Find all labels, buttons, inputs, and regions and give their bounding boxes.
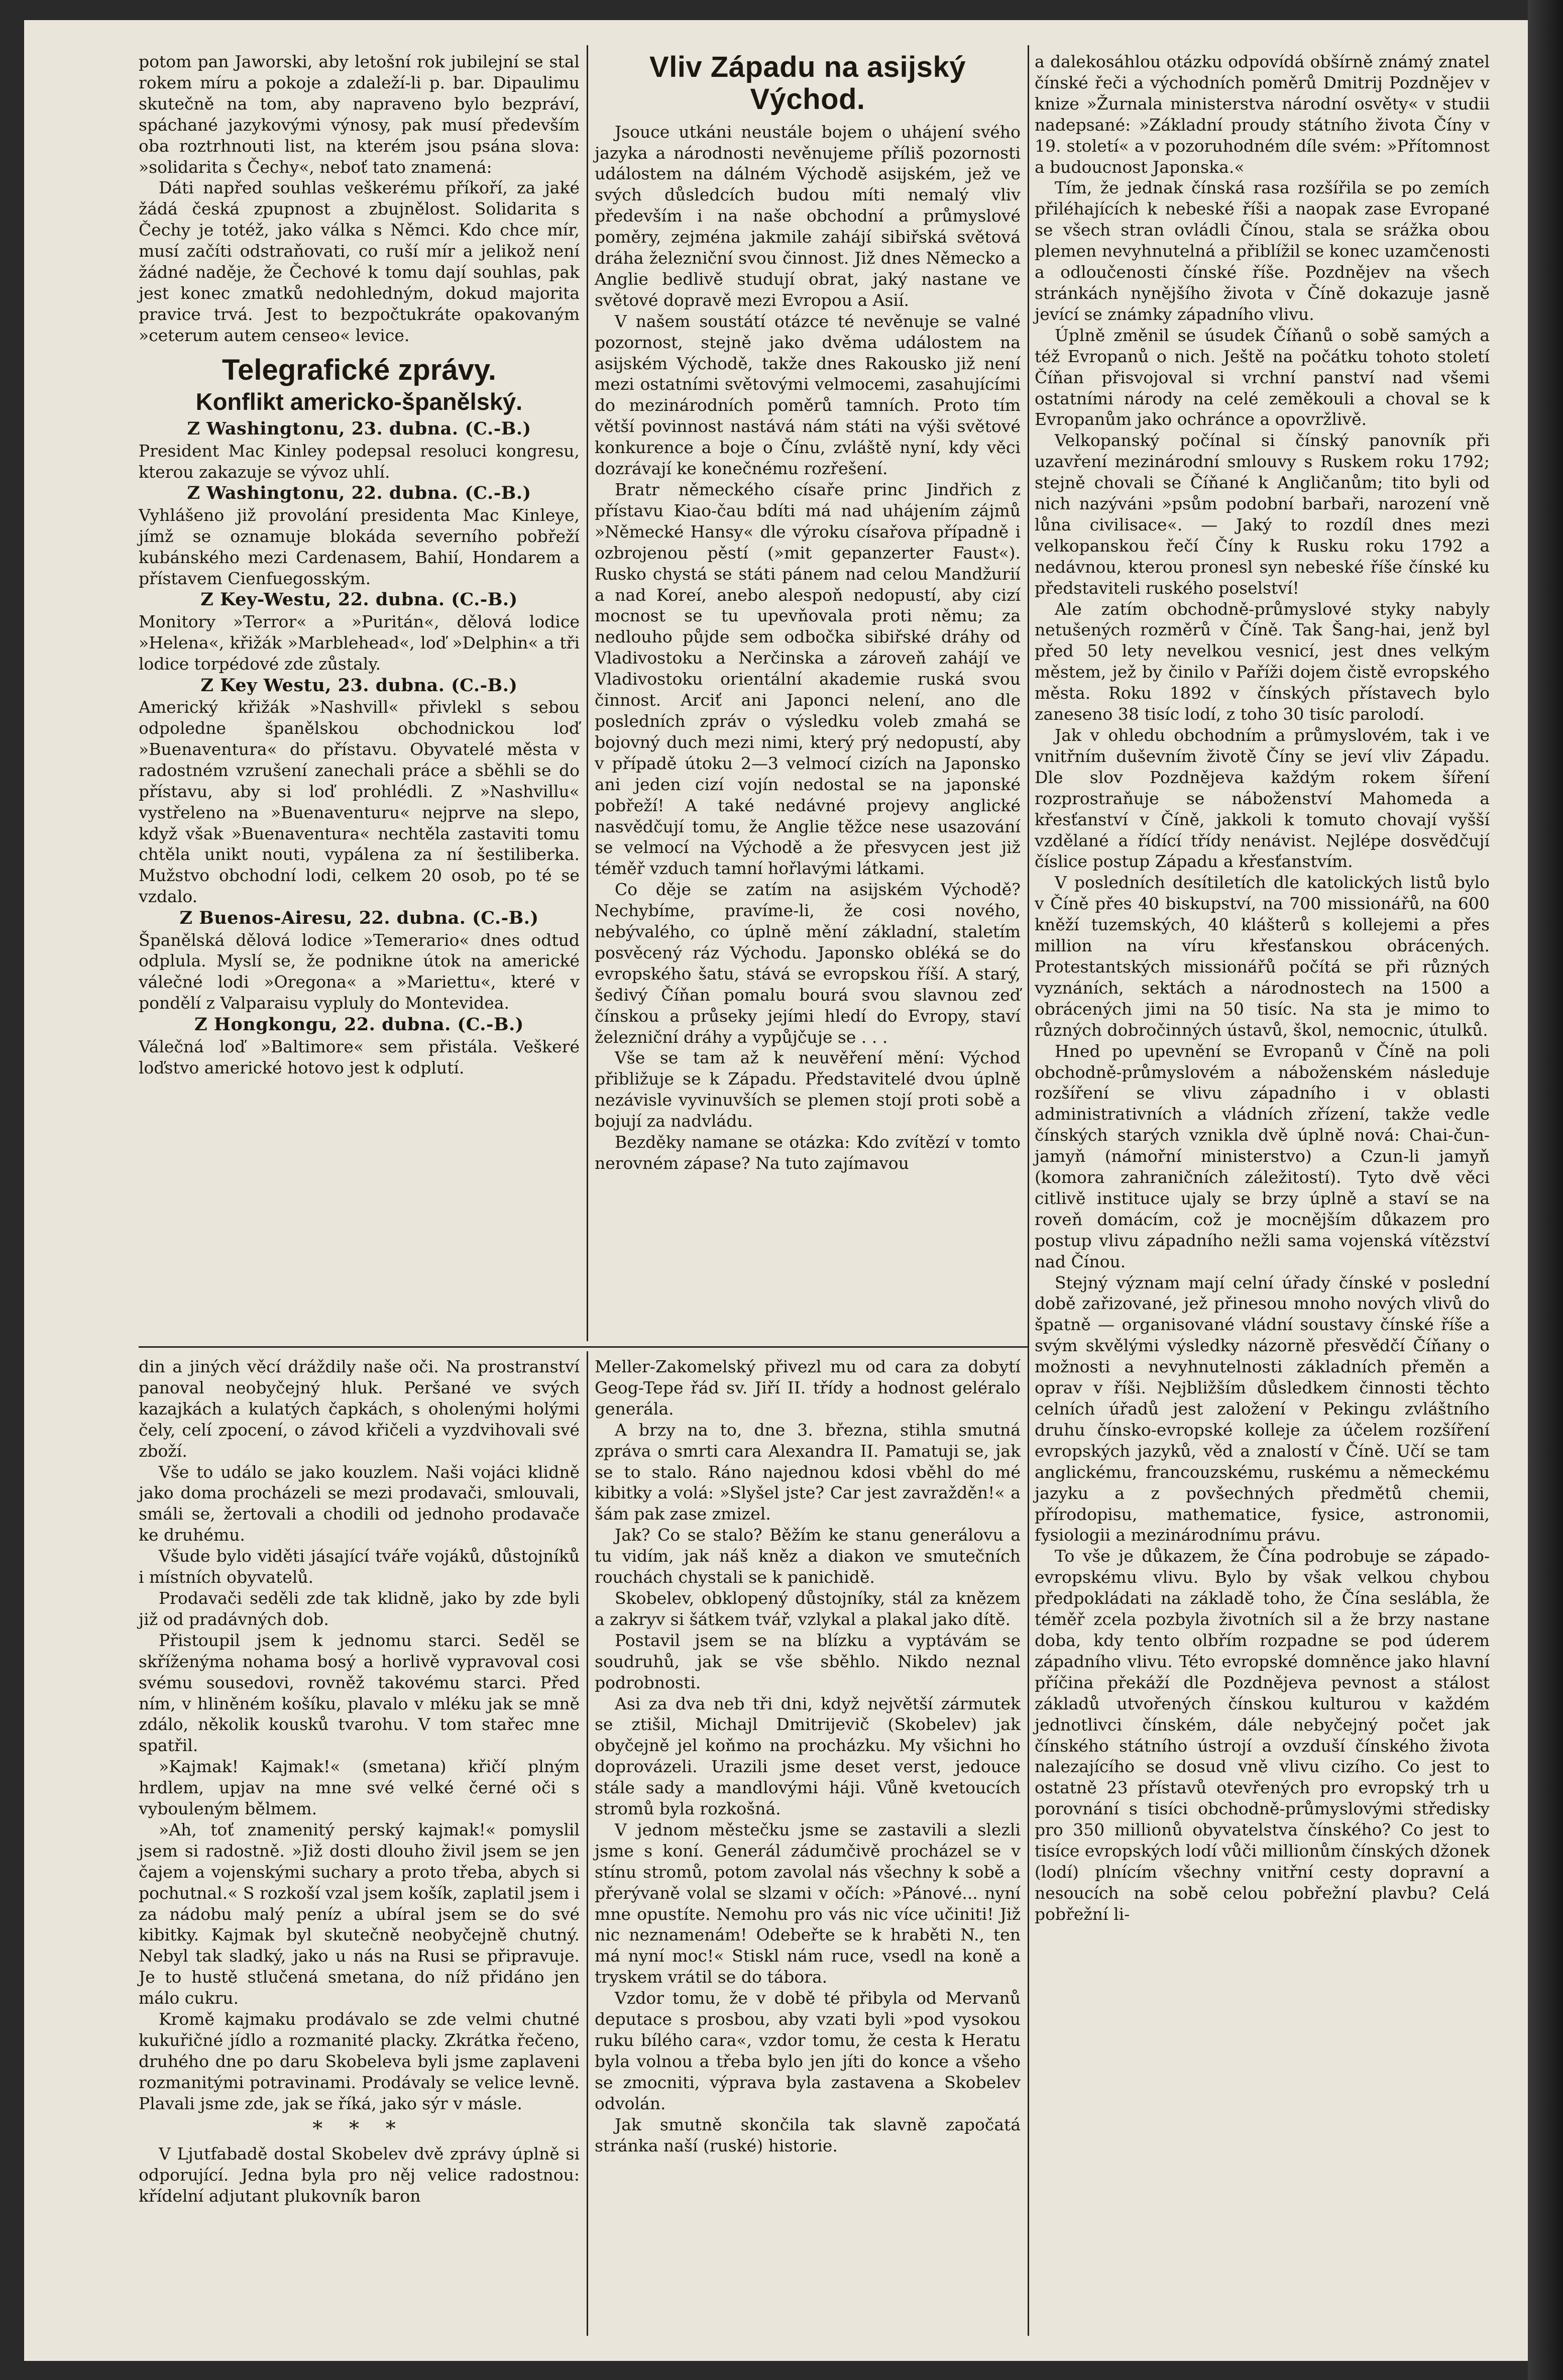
paragraph: Vzdor tomu, že v době té přibyla od Mervanů deputace s prosbou, aby vzati byli »pod vysokou ruku bílého cara«, vzdor tomu, že cesta k Heratu byla volnou a třeba bylo jen jíti do konce a všeho se zmocniti, výprava byla zastavena a Skobelev odvolán. [595, 1988, 1021, 2113]
paragraph: potom pan Jaworski, aby letošní rok jubilejní se stal rokem míru a pokoje a zdaleží-li p. bar. Dipaulimu skutečně na tom, aby napraveno bylo bezpráví, spáchané jazykovými výnosy, pak musí především oba roztrhnouti list, na kterém jsou psána slova: »solidarita s Čechy«, neboť tato znamená: [139, 52, 580, 177]
column-rule [587, 45, 588, 1341]
left-column-top [139, 51, 580, 1078]
paragraph: V posledních desítiletích dle katolických listů bylo v Číně přes 40 biskupství, na 700 missionářů, na 600 kněží tuzemských, 40 klášterů s kollejemi a přes million na víru křesťanskou obrácených. Protestantských missionářů počítá se při různých vyznáních, sektách a národnostech na 1500 a obrácených jimi na 50 tisíc. Na sta je mimo to různých dobročinných ústavů, škol, nemocnic, útulků. [1035, 873, 1490, 1040]
scan-edge [1528, 0, 1563, 2380]
paragraph: Tím, že jednak čínská rasa rozšířila se po zemích přiléhajících k nebeské říši a naopak zase Evropané se všech stran ovládli Čínou, stala se srážka obou plemen nevyhnutelná a přiblížil se konec uzamčenosti a odloučenosti čínské říše. Pozdnějev na všech stránkách nynějšího života v Číně dokazuje jasně jevící se známky západního vlivu. [1035, 178, 1490, 324]
telegram-dateline: Z Key-Westu, 22. dubna. (C.-B.) [200, 589, 518, 610]
paragraph: To vše je důkazem, že Čína podrobuje se západo-evropskému vlivu. Bylo by však velkou chybou předpokládati na základě toho, že Čína seslábla, že téměř zcela pozbyla životních sil a že brzy nastane doba, kdy tento olbřím rozpadne se pod úderem západního vlivu. Této evropské domněnce jako hlavní příčina překáží dle Pozdnějeva pevnost a stálost základů utvořených čínskou kulturou v každém jednotlivci čínském, dále nebyčejný počet jak čínského státního ústrojí a ovzduší čínského života nalezajícího se dosud vně vlivu cizího. Co jest to ostatně 23 přístavů otevřených pro evropský trh u porovnání s tisíci obchodně-průmyslovými středisky pro 350 millionů obyvatelstva čínského? Co jest to tisíce evropských lodí vůči millionům čínských džonek (lodí) plnícím všechny vnitřní cesty dopravní a nesoucích na sobě celou pobřežní plavbu? Celá pobřežní li- [1035, 1546, 1490, 1924]
paragraph: V Ljutfabadě dostal Skobelev dvě zprávy úplně si odporující. Jedna byla pro něj velice radostnou: křídelní adjutant plukovník baron [139, 2144, 580, 2206]
column-rule [1028, 45, 1029, 2336]
paragraph: A brzy na to, dne 3. března, stihla smutná zpráva o smrti cara Alexandra II. Pamatuji se, jak se to stalo. Ráno najednou kdosi vběhl do mé kibitky a volá: »Slyšel jste? Car jest zavražděn!« a šám pak zase zmizel. [595, 1420, 1021, 1524]
paragraph: Kromě kajmaku prodávalo se zde velmi chutné kukuřičné jídlo a rozmanité placky. Zkrátka řečeno, druhého dne po daru Skobeleva byli jsme zaplaveni rozmanitými potravinami. Prodávaly se velice levně. Plavali jsme zde, jak se říká, jako sýr v másle. [139, 2009, 580, 2113]
paragraph: Postavil jsem se na blízku a vyptávám se soudruhů, jak se vše sběhlo. Nikdo neznal podrobnosti. [595, 1630, 1021, 1692]
paragraph: Jak? Co se stalo? Běžím ke stanu generálovu a tu vidím, jak náš kněz a diakon ve smutečních rouchách chystali se k panichidě. [595, 1525, 1021, 1587]
telegram-dateline: Z Hongkongu, 22. dubna. (C.-B.) [194, 1014, 524, 1035]
paragraph: Asi za dva neb tři dni, když největší zármutek se ztišil, Michajl Dmitrijevič (Skobelev) jak obyčejně jel koňmo na procházku. My všichni ho doprovázeli. Urazili jsme deset verst, jedouce stále sady a mandlovými háji. Vůně kvetoucích stromů byla rozkošná. [595, 1693, 1021, 1819]
telegram-item [139, 482, 580, 589]
paragraph: »Kajmak! Kajmak!« (smetana) křičí plným hrdlem, upjav na mne své velké černé oči s vybouleným bělmem. [139, 1757, 580, 1819]
telegram-dateline: Z Key Westu, 23. dubna. (C.-B.) [200, 675, 518, 696]
paragraph: V jednom městečku jsme se zastavili a slezli jsme s koní. Generál zádumčivě procházel se v stínu stromů, potom zavolal nás všechny k sobě a přerývaně volal se slzami v očích: »Pánové... nyní mne opustíte. Nemohu pro vás nic více učiniti! Již nic neznamenám! Odebeřte se k hraběti N., ten má nyní moc!« Stiskl nám ruce, vsedl na koně a tryskem vrátil se do tábora. [595, 1819, 1021, 1987]
paragraph: a dalekosáhlou otázku odpovídá obšírně známý znatel čínské řeči a východních poměrů Dmitrij Pozdnějev v knize »Žurnala ministerstva národní osvěty« v studii nadepsané: »Základní proudy státního života Číny v 19. století« a v pozoruhodném díle svém: »Přítomnost a budoucnost Japonska.« [1035, 52, 1490, 177]
telegram-item [139, 675, 580, 908]
paragraph: Jak v ohledu obchodním a průmyslovém, tak i ve vnitřním duševním životě Číny se jeví vliv Západu. Dle slov Pozdnějeva každým rokem šíření rozprostraňuje se náboženství Mahomeda a křesťanství v Číně, jakkoli k tomuto chovají vyšší vzdělané a řídící třídy nenávist. Nejlépe dosvědčují číslice postup Západu a křesťanstvím. [1035, 725, 1490, 872]
right-column [1035, 51, 1490, 1925]
article-title: Vliv Západu na asijský Východ. [649, 51, 966, 116]
paragraph: Stejný význam mají celní úřady čínské v poslední době zařizované, jež přinesou mnoho nových vlivů do špatně — organisované vládní soustavy čínské říše a svým skvělými výsledky názorně přesvědčí Číňany o možnosti a nevyhnutelnosti základních přeměn a oprav v říši. Nejbližším důsledkem činnosti těchto celních úřadů jest založení v Pekingu zvláštního druhu čínsko-evropské kolleje za účelem rozšíření evropských jazyků, věd a znalostí v Číně. Učí se tam anglickému, francouzskému, ruskému a německému jazyku a z povšechných předmětů chemii, přírodopisu, mathematice, fysice, astronomii, fysiologii a mezinárodnímu právu. [1035, 1272, 1490, 1545]
telegram-text: Španělská dělová lodice »Temerario« dnes odtud odplula. Myslí se, že podnikne útok na americké válečné lodi »Oregona« a »Mariettu«, které v pondělí z Valparaisu vypluly do Montevidea. [139, 930, 580, 1013]
paragraph: Velkopanský počínal si čínský panovník při uzavření mezinárodní smlouvy s Ruskem roku 1792; stejně chovali se Číňané k Angličanům; tito byli od nich nazýváni »psům podobní barbaři, narození vně lůna civilisace«. — Jaký to rozdíl dnes mezi velkopanskou řečí Číny k Rusku roku 1792 a nedávnou, kterou pronesl syn nebeské říše čínské ku představiteli ruského poselství! [1035, 430, 1490, 598]
telegram-item [139, 589, 580, 674]
section-break: * * * [312, 2117, 406, 2140]
paragraph: Co děje se zatím na asijském Východě? Nechybíme, pravíme-li, že cosi nového, nebývalého, co úplně mění základní, staletím posvěcený ráz Východu. Japonsko obléká se do evropského šatu, stává se evropskou říší. A starý, šedivý Číňan pomalu bourá svou slavnou zeď čínskou a průseky jejími hledí do Evropy, staví železniční dráhy a vypůjčuje se . . . [595, 880, 1021, 1047]
feuilleton-left-column [139, 1356, 580, 2207]
paragraph: »Ah, toť znamenitý perský kajmak!« pomyslil jsem si radostně. »Již dosti dlouho živil jsem se jen čajem a vojenskými suchary a proto třeba, abych si pochutnal.« S rozkoší vzal jsem košík, zaplatil jsem i za nádobu malý peníz a ubíral jsem se do své kibitky. Kajmak byl skutečně neobyčejně chutný. Nebyl tak sladký, jako u nás na Rusi se připravuje. Je to hustě stlučená smetana, do níž přidáno jen málo cukru. [139, 1819, 580, 2008]
telegram-item [139, 418, 580, 482]
telegram-text: Vyhlášeno již provolání presidenta Mac Kinleye, jímž se oznamuje blokáda severního pobřeží kubánského mezi Cardenasem, Bahií, Hondarem a přístavem Cienfuegosským. [139, 505, 580, 588]
paragraph: Bezděky namane se otázka: Kdo zvítězí v tomto nerovném zápase? Na tuto zajímavou [595, 1132, 1021, 1173]
telegram-text: Monitory »Terror« a »Puritán«, dělová lodice »Helena«, křižák »Marblehead«, loď »Delphin« a tři lodice torpédové zde zůstaly. [139, 611, 580, 674]
telegram-text: Válečná loď »Baltimore« sem přistála. Veškeré loďstvo americké hotovo jest k odplutí. [139, 1036, 580, 1077]
paragraph: Vše se tam až k neuvěření mění: Východ přibližuje se k Západu. Představitelé dvou úplně nezávisle vyvinuvších se plemen stojí proti sobě a bojují za nadvládu. [595, 1048, 1021, 1131]
telegrams-subheading: Konflikt americko-španělský. [195, 388, 523, 415]
paragraph: Jsouce utkáni neustále bojem o uhájení svého jazyka a národnosti nevěnujeme příliš pozornosti událostem na dálném Východě asijském, jež ve svých důsledcích budou míti nemalý vliv především i na naše obchodní a průmyslové poměry, zejména jakmile zahájí sibiřská světová dráha železniční svou činnost. Již dnes Německo a Anglie bedlivě studují obrat, jaký nastane ve světové dopravě mezi Evropou a Asií. [595, 122, 1021, 310]
paragraph: din a jiných věcí dráždily naše oči. Na prostranství panoval neobyčejný hluk. Peršané ve svých kazajkách a kulatých čapkách, s oholenými holými čely, celí zpocení, o závod křičeli a vyzdvihovali své zboží. [139, 1357, 580, 1461]
paragraph: Úplně změnil se úsudek Číňanů o sobě samých a též Evropanů o nich. Ještě na počátku tohoto století Číňan přisvojoval si vrchní panství nad všemi ostatními národy na celé zeměkouli a choval se k Evropanům jako ochránce a opovržlivě. [1035, 325, 1490, 429]
telegram-item [139, 907, 580, 1014]
telegram-dateline: Z Washingtonu, 22. dubna. (C.-B.) [187, 483, 531, 504]
paragraph: Ale zatím obchodně-průmyslové styky nabyly netušených rozměrů v Číně. Tak Šang-hai, jenž byl před 50 lety nevelkou vesnicí, jest dnes velkým městem, jež by činilo v Paříži dojem čistě evropského města. Roku 1892 v čínských přístavech bylo zaneseno 38 tisíc lodí, z toho 30 tisíc parolodí. [1035, 599, 1490, 724]
paragraph: Meller-Zakomelský přivezl mu od cara za dobytí Geog-Tepe řád sv. Jiří II. třídy a hodnost geléralo generála. [595, 1357, 1021, 1419]
paragraph: Hned po upevnění se Evropanů v Číně na poli obchodně-průmyslovém a náboženském následuje rozšíření se vlivu západního i v oblasti administrativních a vládních zřízení, takže vedle čínských starých vznikla dvě úplně nová: Chai-čun-jamyň (námořní ministerstvo) a Czun-li jamyň (komora zahraničních záležitostí). Tyto dvě věci citlivě instituce ujaly se brzy úplně a staví se na roveň domácím, což je mocnějším důkazem pro postup vlivu západního nežli sama vojenská vítězství nad Čínou. [1035, 1041, 1490, 1271]
paragraph: Přistoupil jsem k jednomu starci. Seděl se skříženýma nohama bosý a horlivě vypravoval cosi svému sousedovi, rovněž takovému starci. Před ním, v hliněném košíku, plavalo v mléku jak se mně zdálo, několik kousků tvarohu. V tom stařec mne spatřil. [139, 1630, 580, 1756]
telegram-dateline: Z Washingtonu, 23. dubna. (C.-B.) [187, 418, 531, 440]
telegram-item [139, 1014, 580, 1078]
telegram-dateline: Z Buenos-Airesu, 22. dubna. (C.-B.) [179, 908, 539, 929]
column-rule [587, 1351, 588, 2336]
paragraph: Dáti napřed souhlas veškerému příkoří, za jaké žádá česká zpupnost a zbujnělost. Solidarita s Čechy je totéž, jako válka s Němci. Kdo chce mír, musí začíti odstraňovati, co ruší mír a jelikož není žádné naděje, že Čechové k tomu dají souhlas, pak jest konec zmatků nedohledným, dokud majorita pravice trvá. Jest to bezpočtukráte opakovaným »ceterum autem censeo« levice. [139, 178, 580, 345]
telegram-text: President Mac Kinley podepsal resoluci kongresu, kterou zakazuje se vývoz uhlí. [139, 441, 580, 482]
paragraph: Bratr německého císaře princ Jindřich z přístavu Kiao-čau bdíti má nad uhájením zájmů »Německé Hansy« dle výroku císařova případně i ozbrojenou pěstí (»mit gepanzerter Faust«). Rusko chystá se státi pánem nad celou Mandžurií a nad Koreí, anebo alespoň nedopustí, aby cizí mocnost se tu upevňovala proti němu; za nedlouho půjde sem odbočka sibiřské dráhy od Vladivostoku a Nerčinska a zároveň zahájí ve Vladivostoku orientální akademie ruská svou činnost. Arciť ani Japonci nelení, ano dle posledních zpráv o výsledku voleb zmahá se bojovný duch mezi nimi, který prý nedopustí, aby v případě útoku 2—3 velmocí cizích na Japonsko ani jeden cizí vojín nedostal se na japonské pobřeží! A také nedávné projevy anglické nasvědčují tomu, že Anglie těžce nese usazování se velmocí na Východě a že přesvycen jest již téměř vzduch tamní hořlavými látkami. [595, 480, 1021, 879]
paragraph: V našem soustátí otázce té nevěnuje se valné pozornost, stejně jako dvěma událostem na asijském Východě, takže dnes Rakousko již není mezi ostatními světovými velmocemi, zasahujícími do mezinárodních poměrů tamních. Proto tím větší povinnost nastává nám státi na výši světové konkurence a boje o Čínu, zvláště nyní, kdy věci dozrávají ke konečnému rozřešení. [595, 311, 1021, 479]
paragraph: Skobelev, obklopený důstojníky, stál za knězem a zakryv si šátkem tvář, vzlykal a plakal jako dítě. [595, 1588, 1021, 1629]
middle-column-top [595, 51, 1021, 1174]
telegram-text: Americký křižák »Nashvill« přivlekl s sebou odpoledne španělskou obchodnickou loď »Buenaventura« do přístavu. Obyvatelé města v radostném vzrušení zanechali práce a sběhli se do přístavu, aby si loď prohlédli. Z »Nashvillu« vystřeleno na »Buenaventuru« nejprve na slepo, když však »Buenaventura« nechtěla zastaviti tomu chtěla unikt nouti, vypálena za ní šestiliberka. Mužstvo obchodní lodi, celkem 20 osob, po té se vzdalo. [139, 697, 580, 907]
newspaper-page [24, 20, 1528, 2361]
feuilleton-rule [139, 1346, 1028, 1348]
paragraph: Vše to událo se jako kouzlem. Naši vojáci klidně jako doma procházeli se mezi prodavači, smlouvali, smáli se, žertovali a chodili od jednoho prodavače ke druhému. [139, 1462, 580, 1545]
paragraph: Všude bylo viděti jásající tváře vojáků, důstojníků i místních obyvatelů. [139, 1546, 580, 1587]
paragraph: Jak smutně skončila tak slavně započatá stránka naší (ruské) historie. [595, 2114, 1021, 2155]
telegrams-heading: Telegrafické zprávy. [222, 353, 496, 386]
paragraph: Prodavači seděli zde tak klidně, jako by zde byli již od pradávných dob. [139, 1588, 580, 1629]
feuilleton-middle-column [595, 1356, 1021, 2156]
